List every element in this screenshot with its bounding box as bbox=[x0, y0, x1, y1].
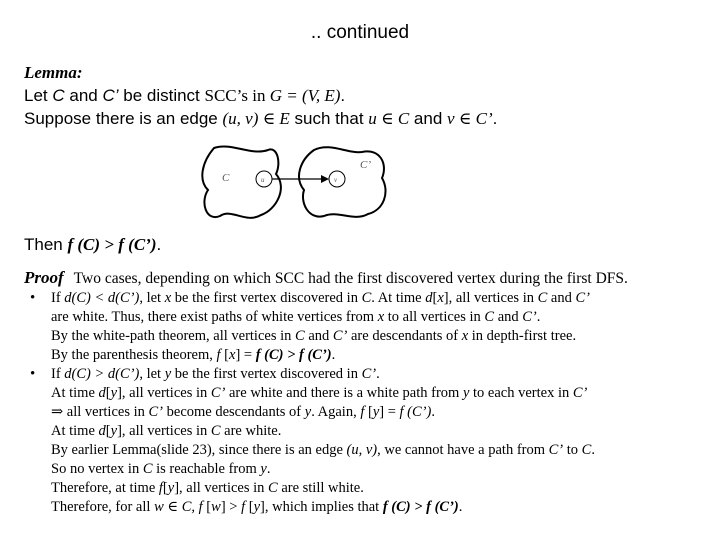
label-c: C bbox=[222, 172, 230, 184]
proof-intro: Proof Two cases, depending on which SCC had the first discovered vertex during the first DFS. bbox=[24, 268, 628, 287]
proof-line-12: Therefore, for all w ∈ C, f [w] > f [y], which implies that f (C) > f (C’). bbox=[51, 499, 463, 515]
edge-arrowhead bbox=[321, 175, 329, 183]
proof-heading: Proof bbox=[24, 268, 64, 287]
label-v: v bbox=[334, 176, 338, 184]
proof-line-5: If d(C) > d(C’), let y be the first vertex discovered in C’. bbox=[51, 366, 380, 382]
lemma-heading: Lemma: bbox=[24, 63, 83, 82]
proof-line-3: By the white-path theorem, all vertices in C and C’ are descendants of x in depth-first tree. bbox=[51, 328, 577, 344]
proof-line-11: Therefore, at time f[y], all vertices in C are still white. bbox=[51, 480, 364, 496]
proof-line-6: At time d[y], all vertices in C’ are white and there is a white path from y to each vertex in C’ bbox=[51, 385, 588, 401]
proof-line-1: If d(C) < d(C’), let x be the first vertex discovered in C. At time d[x], all vertices in C and C’ bbox=[51, 290, 590, 306]
proof-line-2: are white. Thus, there exist paths of white vertices from x to all vertices in C and C’. bbox=[51, 309, 541, 325]
proof-line-4: By the parenthesis theorem, f [x] = f (C) > f (C’). bbox=[51, 347, 336, 363]
proof-line-8: At time d[y], all vertices in C are white. bbox=[51, 423, 282, 439]
proof-line-7: ⇒ all vertices in C’ become descendants of y. Again, f [y] = f (C’). bbox=[51, 404, 435, 420]
lemma-statement-line-2: Suppose there is an edge (u, v) ∈ E such that u ∈ C and v ∈ C’. bbox=[24, 109, 498, 128]
lemma-conclusion: Then f (C) > f (C’). bbox=[24, 235, 162, 254]
label-c-prime: C’ bbox=[360, 159, 371, 171]
proof-line-9: By earlier Lemma(slide 23), since there is an edge (u, v), we cannot have a path from C’ to C. bbox=[51, 442, 595, 458]
bullet-case-1: • bbox=[30, 290, 36, 306]
proof-line-10: So no vertex in C is reachable from y. bbox=[51, 461, 271, 477]
slide-title: .. continued bbox=[310, 22, 410, 43]
scc-diagram bbox=[196, 140, 396, 230]
lemma-statement-line-1: Let C and C’ be distinct SCC’s in G = (V, E). bbox=[24, 86, 346, 105]
label-u: u bbox=[261, 176, 265, 184]
bullet-case-2: • bbox=[30, 366, 36, 382]
